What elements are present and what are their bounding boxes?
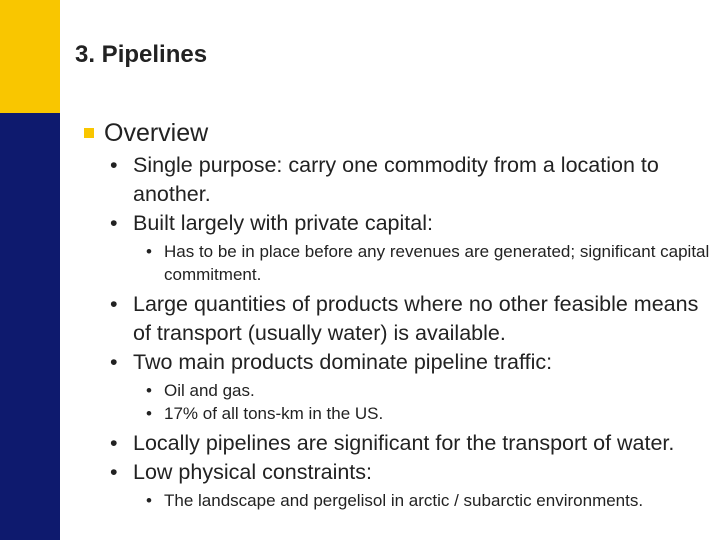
bullet-text: Single purpose: carry one commodity from a location to another. xyxy=(133,153,659,206)
sub-bullet-text: 17% of all tons-km in the US. xyxy=(164,404,384,423)
bullet-item xyxy=(84,209,714,238)
bullet-dot-icon: • xyxy=(110,460,118,484)
bullet-item xyxy=(84,458,714,487)
bullet-dot-icon: • xyxy=(146,491,152,510)
bullet-text: Low physical constraints: xyxy=(133,460,372,484)
bullet-text: Large quantities of products where no other feasible means of transport (usually water) is available. xyxy=(133,292,699,345)
bullet-dot-icon: • xyxy=(110,292,118,316)
bullet-dot-icon: • xyxy=(110,153,118,177)
bullet-item xyxy=(84,290,714,348)
sub-bullet-item xyxy=(84,240,714,286)
sub-bullet-item xyxy=(84,402,714,425)
bullet-text: Two main products dominate pipeline traffic: xyxy=(133,350,553,374)
bullet-item xyxy=(84,429,714,458)
bullet-dot-icon: • xyxy=(146,404,152,423)
bullet-dot-icon: • xyxy=(146,381,152,400)
accent-bar-navy xyxy=(0,113,60,540)
bullet-dot-icon: • xyxy=(110,211,118,235)
bullet-item xyxy=(84,151,714,209)
square-bullet-icon xyxy=(84,128,94,138)
sub-bullet-item xyxy=(84,489,714,512)
bullet-dot-icon: • xyxy=(146,242,152,261)
sub-bullet-text: The landscape and pergelisol in arctic / subarctic environments. xyxy=(164,491,644,510)
sub-bullet-text: Has to be in place before any revenues are generated; significant capital commitment. xyxy=(164,242,710,284)
sub-bullet-item xyxy=(84,379,714,402)
sub-bullet-text: Oil and gas. xyxy=(164,381,255,400)
bullet-text: Built largely with private capital: xyxy=(133,211,433,235)
accent-bar-yellow xyxy=(0,0,60,113)
bullet-item xyxy=(84,348,714,377)
bullet-dot-icon: • xyxy=(110,431,118,455)
overview-label: Overview xyxy=(104,119,209,147)
slide-title: 3. Pipelines xyxy=(75,41,208,68)
slide-content xyxy=(84,118,714,512)
bullet-dot-icon: • xyxy=(110,350,118,374)
bullet-text: Locally pipelines are significant for the transport of water. xyxy=(133,431,675,455)
overview-heading xyxy=(84,118,714,148)
